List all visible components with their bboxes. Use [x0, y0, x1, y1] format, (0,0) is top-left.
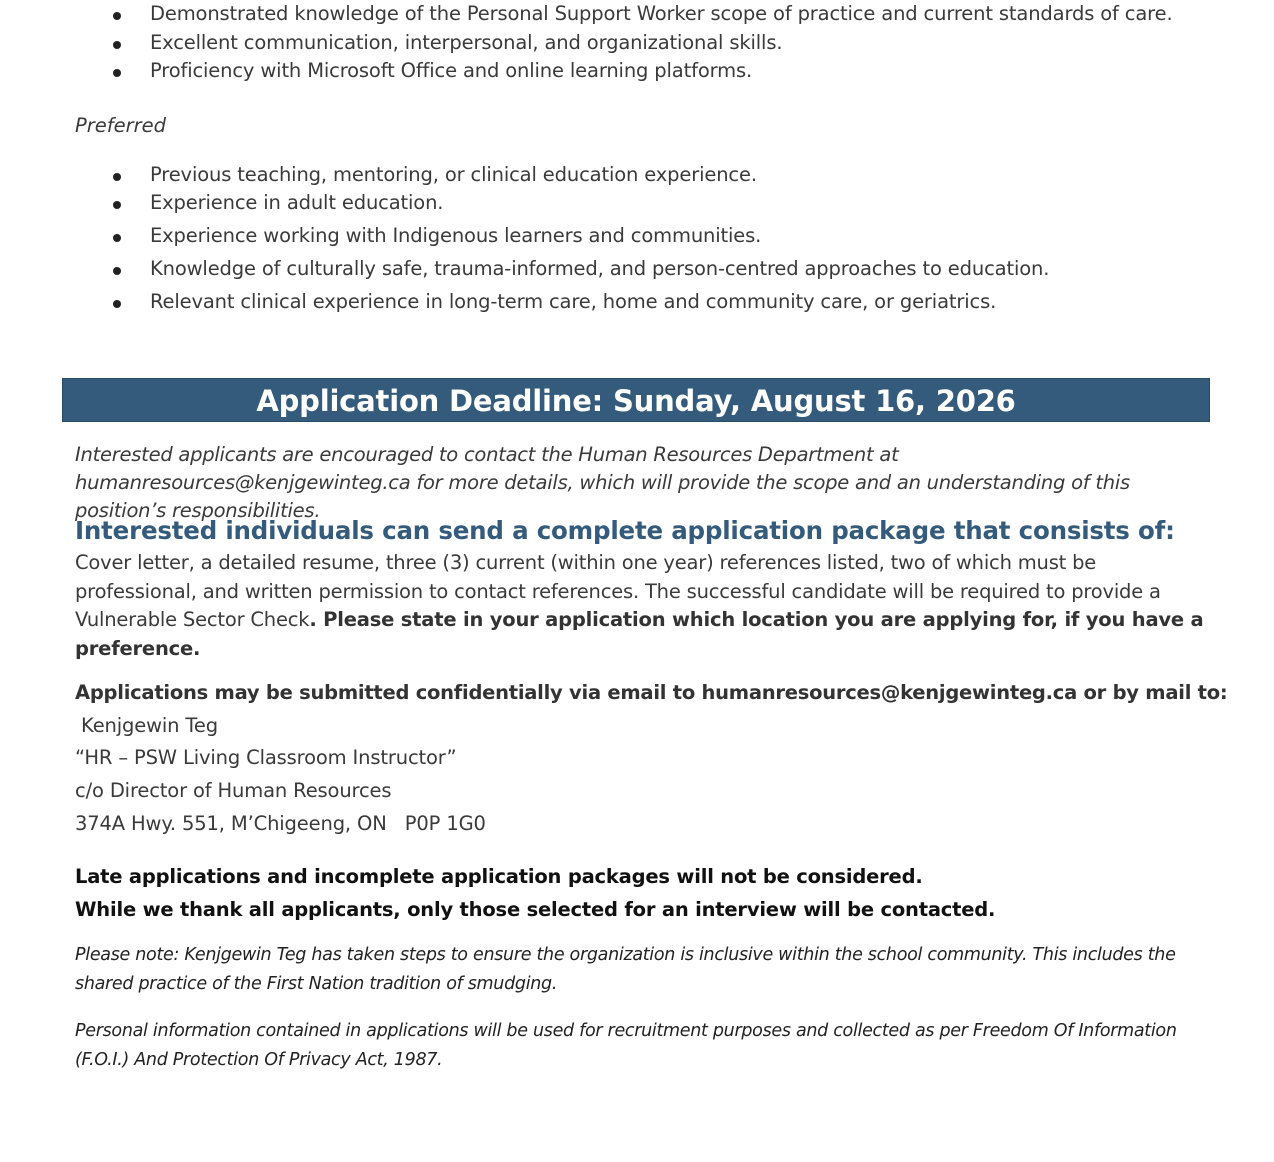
submission-instructions: Applications may be submitted confidentially via email to humanresources@kenjgewinteg.ca or by mail to:: [75, 681, 1228, 704]
bullet-icon: [113, 300, 121, 308]
bullet-icon: [113, 12, 121, 20]
bullet-icon: [113, 173, 121, 181]
smudging-note: Please note: Kenjgewin Teg has taken steps to ensure the organization is inclusive within the school community. This includes the shared practice of the First Nation tradition of smudging.: [75, 945, 1176, 994]
address-line: 374A Hwy. 551, M’Chigeeng, ON P0P 1G0: [75, 812, 486, 835]
package-text: Cover letter, a detailed resume, three (3) current (within one year) references listed, two of which must be professional, and written permission to contact references. The successful candidate will be required to provide a Vulnerable Sector Check: [75, 551, 1161, 631]
preferred-label: Preferred: [75, 114, 167, 137]
document-page: Demonstrated knowledge of the Personal Support Worker scope of practice and current standards of care. Excellent communication, interpersonal, and organizational skills. Proficiency with Microsoft Office and online learning platforms. Preferred Previous teaching, mentoring, or clinical education experience. Experience in adult education. Experience working with Indigenous learners and communities. Knowledge of culturally safe, trauma-informed, and person-centred approaches to education. Relevant clinical experience in long-term care, home and community care, or geriatrics. Application Deadline: Sunday, August 16, 2026 Interested applicants are encouraged to contact the Human Resources Department at humanresources@kenjgewinteg.ca for more details, which will provide the scope and an understanding of this position’s responsibilities. Interested individuals can send a complete application package that consists of: Cover letter, a detailed resume, three (3) current (within one year) references listed, two of which must be professional, and written permission to contact references. The successful candidate will be required to provide a Vulnerable Sector Check. Please state in your application which location you are applying for, if you have a preference. Applications may be submitted confidentially via email to humanresources@kenjgewinteg.ca or by mail to: Kenjgewin Teg “HR – PSW Living Classroom Instructor” c/o Director of Human Resources 374A Hwy. 551, M’Chigeeng, ON P0P 1G0 Late applications and incomplete application packages will not be considered. While we thank all applicants, only those selected for an interview will be contacted. Please note: Kenjgewin Teg has taken steps to ensure the organization is inclusive within the school community. This includes the shared practice of the First Nation tradition of smudging. Personal information contained in applications will be used for recruitment purposes and collected as per Freedom Of Information (F.O.I.) And Protection Of Privacy Act, 1987.: [0, 0, 1274, 1162]
intro-paragraph: Interested applicants are encouraged to contact the Human Resources Department at humanresources@kenjgewinteg.ca for more details, which will provide the scope and an understanding of this position’s responsibilities.: [75, 443, 1130, 522]
package-heading: Interested individuals can send a complete application package that consists of:: [75, 516, 1175, 545]
package-bold-text: . Please state in your application which location you are applying for, if you have a preference.: [75, 608, 1204, 660]
bullet-icon: [113, 69, 121, 77]
bullet-icon: [113, 267, 121, 275]
bullet-icon: [113, 234, 121, 242]
late-notice-block: [75, 860, 1205, 926]
late-notice: Late applications and incomplete application packages will not be considered.: [75, 865, 923, 888]
address-line: “HR – PSW Living Classroom Instructor”: [75, 746, 457, 769]
address-line: Kenjgewin Teg: [75, 714, 218, 737]
package-paragraph: [75, 549, 1205, 663]
bullet-icon: [113, 201, 121, 209]
bullet-icon: [113, 41, 121, 49]
address-line: c/o Director of Human Resources: [75, 779, 392, 802]
privacy-note: Personal information contained in applications will be used for recruitment purposes and collected as per Freedom Of Information (F.O.I.) And Protection Of Privacy Act, 1987.: [75, 1021, 1177, 1070]
deadline-banner: Application Deadline: Sunday, August 16, 2026: [62, 378, 1210, 422]
thanks-notice: While we thank all applicants, only those selected for an interview will be contacted.: [75, 898, 996, 921]
